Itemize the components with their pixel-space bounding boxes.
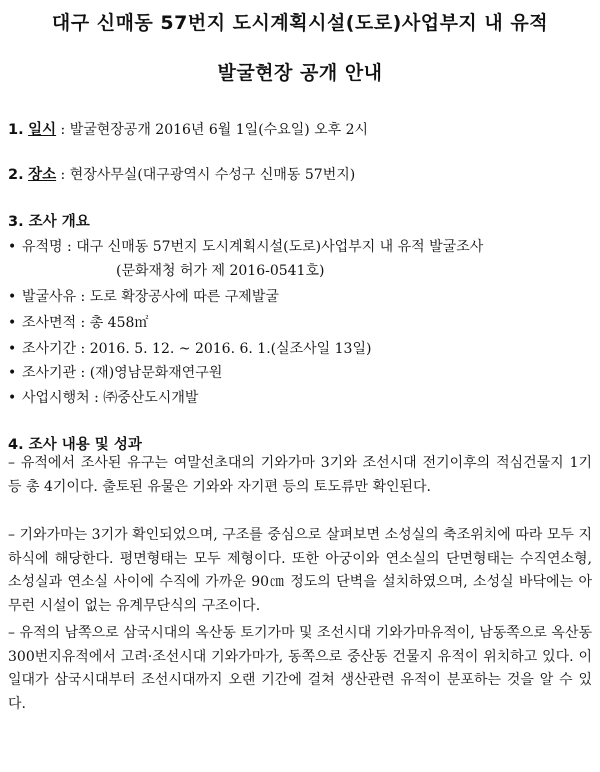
- overview-item-text: 유적명 : 대구 신매동 57번지 도시계획시설(도로)사업부지 내 유적 발굴조사: [22, 239, 484, 255]
- bullet-icon: •: [8, 239, 17, 255]
- bullet-icon: •: [8, 341, 17, 357]
- overview-item-area: [8, 312, 148, 332]
- bullet-icon: •: [8, 289, 17, 305]
- bullet-icon: •: [8, 390, 17, 406]
- overview-item-permit: [116, 260, 324, 280]
- results-paragraph-2: – 기와가마는 3기가 확인되었으며, 구조를 중심으로 살펴보면 소성실의 축조위치에 따라 모두 지하식에 해당한다. 평면형태는 모두 제형이다. 또한 아궁이와 연소실의 단면형태는 수직연소형, 소성실과 연소실 사이에 수직에 가까운 90㎝ 정도의 단벽을 설치하였으며, 소성실 바닥에는 아무런 시설이 없는 유계무단식의 구조이다.: [8, 527, 592, 614]
- section-date-label: 일시: [28, 122, 57, 138]
- document-title-line-1: 대구 신매동 57번지 도시계획시설(도로)사업부지 내 유적: [51, 12, 549, 34]
- bullet-icon: •: [8, 315, 17, 331]
- section-place-text: : 현장사무실(대구광역시 수성구 신매동 57번지): [60, 167, 356, 183]
- overview-item-institution: [8, 362, 222, 382]
- results-paragraph-1: – 유적에서 조사된 유구는 여말선초대의 기와가마 3기와 조선시대 전기이후의 적심건물지 1기 등 총 4기이다. 출토된 유물은 기와와 자기편 등의 토도류만 확인된다.: [8, 455, 592, 495]
- overview-item-site-name: [8, 236, 483, 256]
- document-title-line-2: 발굴현장 공개 안내: [217, 62, 383, 84]
- section-date-text: : 발굴현장공개 2016년 6월 1일(수요일) 오후 2시: [60, 122, 369, 138]
- results-paragraph-3: – 유적의 남쪽으로 삼국시대의 옥산동 토기가마 및 조선시대 기와가마유적이, 남동쪽으로 옥산동 300번지유적에서 고려·조선시대 기와가마가, 동쪽으로 중산동 건물지 유적이 위치하고 있다. 이 일대가 삼국시대부터 조선시대까지 오랜 기간에 걸쳐 생산관련 유적이 분포하는 것을 알 수 있다.: [8, 625, 592, 712]
- section-place-number: 2.: [8, 167, 24, 183]
- overview-item-developer: [8, 387, 198, 407]
- overview-item-text: 발굴사유 : 도로 확장공사에 따른 구제발굴: [22, 289, 279, 305]
- overview-item-period: [8, 338, 371, 358]
- overview-item-text: 사업시행처 : ㈜중산도시개발: [22, 390, 199, 406]
- overview-item-text: 조사기관 : (재)영남문화재연구원: [22, 365, 223, 381]
- section-overview-heading: 3. 조사 개요: [8, 214, 90, 230]
- overview-item-text: 조사기간 : 2016. 5. 12. ~ 2016. 6. 1.(실조사일 13일): [22, 341, 372, 357]
- section-date-number: 1.: [8, 122, 24, 138]
- section-place: [8, 163, 355, 184]
- section-date: [8, 118, 368, 139]
- overview-item-text: (문화재청 허가 제 2016-0541호): [116, 263, 325, 279]
- bullet-icon: •: [8, 365, 17, 381]
- section-results-heading: 4. 조사 내용 및 성과: [8, 437, 142, 453]
- section-place-label: 장소: [28, 167, 57, 183]
- overview-item-reason: [8, 286, 279, 306]
- overview-item-text: 조사면적 : 총 458㎡: [22, 315, 149, 331]
